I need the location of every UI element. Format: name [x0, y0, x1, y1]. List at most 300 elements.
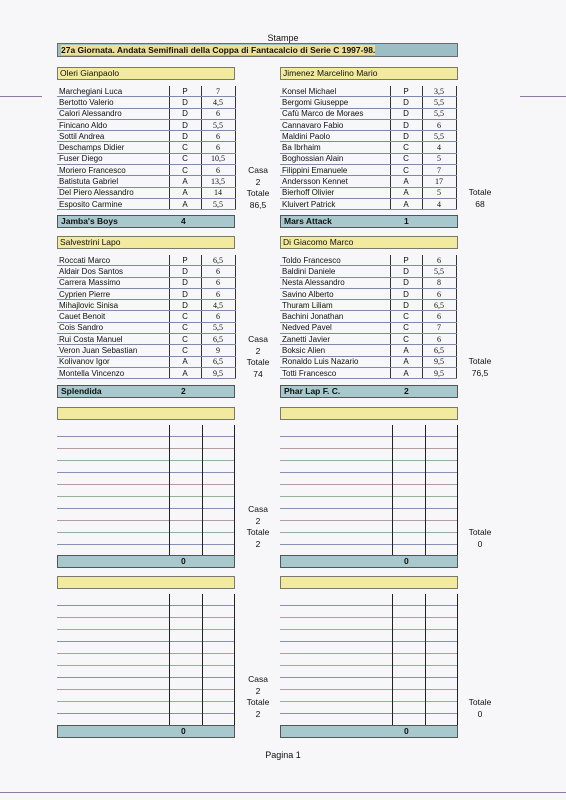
team-score: 2: [404, 386, 409, 396]
player-row: [57, 153, 235, 164]
player-vote: 7: [422, 165, 456, 176]
away-empty-lineup: [280, 594, 458, 726]
player-row: [57, 300, 235, 311]
empty-row: [280, 485, 458, 497]
team-name: Jamba's Boys: [61, 216, 118, 226]
totale-value: 76,5: [471, 367, 489, 378]
player-role: P: [169, 255, 201, 266]
team-name: Phar Lap F. C.: [284, 386, 341, 396]
player-name: Boghossian Alain: [280, 153, 390, 164]
casa-label: Casa: [248, 674, 268, 684]
player-role: P: [390, 255, 422, 266]
player-name: Konsel Michael: [280, 86, 390, 97]
player-row: [57, 367, 235, 378]
totale-label: Totale: [468, 527, 492, 537]
player-vote: 5,5: [201, 198, 235, 209]
empty-row: [280, 666, 458, 678]
casa-value: 2: [255, 685, 261, 696]
away-manager-label: [280, 576, 458, 589]
player-role: C: [169, 165, 201, 176]
player-role: C: [169, 142, 201, 153]
totale-label: Totale: [246, 697, 270, 707]
player-vote: 4,5: [201, 300, 235, 311]
empty-row: [57, 594, 235, 606]
player-name: Maldini Paolo: [280, 131, 390, 142]
round-banner: [57, 43, 458, 57]
player-name: Carrera Massimo: [57, 277, 169, 288]
player-row: [57, 334, 235, 345]
column-divider: [457, 594, 458, 726]
player-row: [57, 322, 235, 333]
player-vote: 9,5: [422, 356, 456, 367]
player-vote: 8: [422, 277, 456, 288]
player-name: Bierhoff Olivier: [280, 187, 390, 198]
page-header: Stampe: [267, 33, 299, 43]
player-row: [280, 187, 456, 198]
player-role: D: [169, 108, 201, 119]
player-vote: 5,5: [422, 131, 456, 142]
player-vote: 6: [201, 277, 235, 288]
away-team-bar: [280, 725, 458, 738]
player-role: D: [390, 277, 422, 288]
player-role: C: [169, 153, 201, 164]
column-divider: [425, 425, 426, 557]
player-row: [57, 277, 235, 288]
player-vote: 5,5: [201, 119, 235, 130]
away-total-block: [460, 187, 500, 210]
player-name: Savino Alberto: [280, 288, 390, 299]
home-bonus-block: [238, 674, 278, 720]
player-row: [57, 97, 235, 108]
home-lineup-table: [57, 86, 236, 210]
player-vote: 6: [201, 165, 235, 176]
player-row: [280, 86, 456, 97]
player-name: Ronaldo Luis Nazario: [280, 356, 390, 367]
player-row: [280, 367, 456, 378]
player-role: D: [390, 108, 422, 119]
player-role: C: [390, 334, 422, 345]
player-row: [57, 86, 235, 97]
empty-row: [57, 678, 235, 690]
casa-value: 2: [255, 515, 261, 526]
empty-row: [280, 642, 458, 654]
player-vote: 17: [422, 176, 456, 187]
player-name: Kolivanov Igor: [57, 356, 169, 367]
player-role: A: [390, 367, 422, 378]
column-divider: [202, 594, 203, 726]
player-vote: 14: [201, 187, 235, 198]
home-team-bar: [57, 215, 235, 228]
empty-row: [57, 509, 235, 521]
player-vote: 6,5: [422, 300, 456, 311]
player-vote: 6: [422, 119, 456, 130]
column-divider: [392, 425, 393, 557]
player-name: Del Piero Alessandro: [57, 187, 169, 198]
home-bonus-block: [238, 165, 278, 211]
home-manager-label: [57, 576, 235, 589]
player-vote: 6: [422, 334, 456, 345]
player-name: Cois Sandro: [57, 322, 169, 333]
empty-row: [57, 666, 235, 678]
player-role: D: [169, 288, 201, 299]
player-name: Fuser Diego: [57, 153, 169, 164]
player-role: D: [169, 119, 201, 130]
player-vote: 6: [201, 131, 235, 142]
player-name: Moriero Francesco: [57, 165, 169, 176]
empty-row: [280, 618, 458, 630]
empty-row: [280, 425, 458, 437]
player-vote: 13,5: [201, 176, 235, 187]
player-role: A: [169, 198, 201, 209]
player-role: C: [169, 311, 201, 322]
player-role: C: [390, 322, 422, 333]
empty-row: [280, 654, 458, 666]
player-row: [280, 288, 456, 299]
player-vote: 6: [422, 311, 456, 322]
player-name: Bergomi Giuseppe: [280, 97, 390, 108]
player-name: Filippini Emanuele: [280, 165, 390, 176]
empty-row: [57, 521, 235, 533]
player-vote: 5,5: [422, 266, 456, 277]
team-score: 0: [181, 726, 186, 736]
player-name: Andersson Kennet: [280, 176, 390, 187]
player-row: [280, 108, 456, 119]
totale-value: 0: [477, 708, 483, 719]
empty-row: [280, 521, 458, 533]
away-total-block: [460, 527, 500, 550]
totale-label: Totale: [468, 187, 492, 197]
player-row: [280, 165, 456, 176]
player-vote: 3,5: [422, 86, 456, 97]
player-vote: 9,5: [422, 367, 456, 378]
player-row: [280, 142, 456, 153]
player-name: Cannavaro Fabio: [280, 119, 390, 130]
empty-row: [280, 606, 458, 618]
player-name: Bachini Jonathan: [280, 311, 390, 322]
player-vote: 4: [422, 142, 456, 153]
player-role: A: [169, 356, 201, 367]
away-manager-label: Di Giacomo Marco: [280, 236, 458, 249]
player-row: [280, 266, 456, 277]
player-role: D: [169, 131, 201, 142]
player-vote: 5: [422, 153, 456, 164]
empty-row: [57, 425, 235, 437]
player-name: Cafù Marco de Moraes: [280, 108, 390, 119]
player-name: Mihajlovic Sinisa: [57, 300, 169, 311]
player-role: D: [390, 119, 422, 130]
totale-label: Totale: [468, 356, 492, 366]
player-role: A: [169, 187, 201, 198]
player-role: A: [390, 198, 422, 209]
empty-row: [57, 606, 235, 618]
team-score: 0: [404, 556, 409, 566]
player-name: Marchegiani Luca: [57, 86, 169, 97]
player-vote: 5,5: [422, 108, 456, 119]
empty-row: [280, 437, 458, 449]
totale-label: Totale: [246, 357, 270, 367]
player-row: [57, 288, 235, 299]
home-empty-lineup: [57, 594, 235, 726]
away-lineup-table: [280, 255, 457, 379]
casa-value: 2: [255, 176, 261, 187]
player-row: [57, 108, 235, 119]
player-name: Boksic Alien: [280, 345, 390, 356]
empty-row: [280, 497, 458, 509]
player-row: [280, 277, 456, 288]
player-role: P: [390, 86, 422, 97]
totale-value: 68: [475, 198, 485, 209]
player-row: [280, 356, 456, 367]
empty-row: [280, 678, 458, 690]
empty-row: [57, 533, 235, 545]
totale-label: Totale: [468, 697, 492, 707]
player-role: D: [390, 288, 422, 299]
player-row: [280, 198, 456, 209]
totale-value: 2: [255, 538, 261, 549]
player-row: [57, 165, 235, 176]
player-vote: 6,5: [422, 345, 456, 356]
player-vote: 5: [422, 187, 456, 198]
away-manager-label: [280, 407, 458, 420]
fold-mark: [0, 96, 42, 97]
player-row: [57, 266, 235, 277]
player-role: D: [390, 97, 422, 108]
home-team-bar: [57, 725, 235, 738]
player-name: Kluivert Patrick: [280, 198, 390, 209]
empty-row: [57, 473, 235, 485]
player-vote: 7: [422, 322, 456, 333]
player-vote: 6,5: [201, 334, 235, 345]
player-row: [280, 153, 456, 164]
player-row: [280, 322, 456, 333]
home-empty-lineup: [57, 425, 235, 557]
player-vote: 9,5: [201, 367, 235, 378]
empty-row: [57, 449, 235, 461]
player-name: Thuram Liliam: [280, 300, 390, 311]
player-role: D: [390, 300, 422, 311]
totale-value: 74: [253, 368, 263, 379]
totale-label: Totale: [246, 527, 270, 537]
player-row: [57, 255, 235, 266]
away-total-block: [460, 356, 500, 379]
empty-row: [280, 509, 458, 521]
empty-row: [57, 437, 235, 449]
empty-row: [280, 473, 458, 485]
empty-row: [57, 461, 235, 473]
totale-value: 2: [255, 708, 261, 719]
player-name: Rui Costa Manuel: [57, 334, 169, 345]
empty-row: [57, 618, 235, 630]
player-name: Ba Ibrhaim: [280, 142, 390, 153]
totale-value: 0: [477, 538, 483, 549]
player-row: [57, 356, 235, 367]
player-role: A: [390, 176, 422, 187]
player-vote: 6: [201, 288, 235, 299]
home-team-bar: [57, 385, 235, 398]
player-vote: 7: [201, 86, 235, 97]
player-role: C: [390, 165, 422, 176]
player-row: [280, 255, 456, 266]
column-divider: [169, 425, 170, 557]
player-row: [280, 131, 456, 142]
home-manager-label: Oleri Gianpaolo: [57, 67, 235, 80]
player-role: A: [390, 345, 422, 356]
player-role: A: [169, 367, 201, 378]
player-vote: 6: [422, 255, 456, 266]
player-name: Bertotto Valerio: [57, 97, 169, 108]
column-divider: [425, 594, 426, 726]
player-name: Cauet Benoit: [57, 311, 169, 322]
player-role: C: [390, 153, 422, 164]
player-role: A: [390, 187, 422, 198]
player-vote: 6: [201, 108, 235, 119]
column-divider: [457, 425, 458, 557]
player-vote: 10,5: [201, 153, 235, 164]
home-manager-label: Salvestrini Lapo: [57, 236, 235, 249]
empty-row: [280, 690, 458, 702]
player-row: [280, 176, 456, 187]
player-role: C: [390, 142, 422, 153]
team-score: 0: [404, 726, 409, 736]
player-name: Deschamps Didier: [57, 142, 169, 153]
away-lineup-table: [280, 86, 457, 210]
away-team-bar: [280, 385, 458, 398]
player-name: Cyprien Pierre: [57, 288, 169, 299]
away-empty-lineup: [280, 425, 458, 557]
empty-row: [280, 449, 458, 461]
player-vote: 5,5: [201, 322, 235, 333]
player-row: [280, 345, 456, 356]
casa-label: Casa: [248, 334, 268, 344]
team-score: 0: [181, 556, 186, 566]
player-role: C: [169, 334, 201, 345]
away-team-bar: [280, 215, 458, 228]
fold-mark: [0, 792, 566, 793]
player-row: [57, 119, 235, 130]
empty-row: [57, 485, 235, 497]
empty-row: [57, 654, 235, 666]
player-role: C: [169, 345, 201, 356]
round-banner-text: 27a Giornata. Andata Semifinali della Coppa di Fantacalcio di Serie C 1997-98.: [61, 45, 376, 55]
empty-row: [57, 497, 235, 509]
column-divider: [392, 594, 393, 726]
player-vote: 6,5: [201, 255, 235, 266]
player-name: Esposito Carmine: [57, 198, 169, 209]
player-role: D: [390, 131, 422, 142]
player-name: Calori Alessandro: [57, 108, 169, 119]
column-divider: [234, 594, 235, 726]
player-row: [280, 311, 456, 322]
player-role: C: [169, 322, 201, 333]
empty-row: [57, 690, 235, 702]
fold-mark: [520, 96, 566, 97]
column-divider: [234, 425, 235, 557]
player-name: Nedved Pavel: [280, 322, 390, 333]
player-role: D: [169, 266, 201, 277]
player-name: Montella Vincenzo: [57, 367, 169, 378]
player-name: Sottil Andrea: [57, 131, 169, 142]
player-vote: 6: [201, 266, 235, 277]
home-bonus-block: [238, 504, 278, 550]
away-total-block: [460, 697, 500, 720]
team-name: Splendida: [61, 386, 102, 396]
player-name: Roccati Marco: [57, 255, 169, 266]
player-vote: 6: [201, 142, 235, 153]
home-team-bar: [57, 555, 235, 568]
empty-row: [57, 642, 235, 654]
empty-row: [280, 630, 458, 642]
player-row: [57, 176, 235, 187]
player-vote: 5,5: [422, 97, 456, 108]
player-role: P: [169, 86, 201, 97]
player-row: [57, 198, 235, 209]
player-row: [280, 97, 456, 108]
player-vote: 9: [201, 345, 235, 356]
player-name: Veron Juan Sebastian: [57, 345, 169, 356]
player-vote: 4,5: [201, 97, 235, 108]
player-role: D: [390, 266, 422, 277]
column-divider: [202, 425, 203, 557]
player-role: D: [169, 97, 201, 108]
column-divider: [169, 594, 170, 726]
player-role: A: [390, 356, 422, 367]
player-row: [57, 142, 235, 153]
player-name: Baldini Daniele: [280, 266, 390, 277]
away-manager-label: Jimenez Marcelino Mario: [280, 67, 458, 80]
player-row: [280, 300, 456, 311]
player-name: Zanetti Javier: [280, 334, 390, 345]
page-footer: Pagina 1: [265, 750, 301, 760]
player-vote: 4: [422, 198, 456, 209]
player-row: [57, 187, 235, 198]
team-score: 1: [404, 216, 409, 226]
casa-value: 2: [255, 345, 261, 356]
casa-label: Casa: [248, 165, 268, 175]
team-name: Mars Attack: [284, 216, 332, 226]
player-vote: 6: [422, 288, 456, 299]
player-row: [57, 311, 235, 322]
team-score: 4: [181, 216, 186, 226]
casa-label: Casa: [248, 504, 268, 514]
player-name: Nesta Alessandro: [280, 277, 390, 288]
empty-row: [280, 702, 458, 714]
player-vote: 6,5: [201, 356, 235, 367]
player-vote: 6: [201, 311, 235, 322]
player-row: [280, 119, 456, 130]
empty-row: [280, 594, 458, 606]
player-name: Batistuta Gabriel: [57, 176, 169, 187]
totale-value: 86,5: [249, 199, 267, 210]
empty-row: [57, 630, 235, 642]
team-score: 2: [181, 386, 186, 396]
home-manager-label: [57, 407, 235, 420]
player-role: A: [169, 176, 201, 187]
player-role: D: [169, 277, 201, 288]
player-row: [57, 345, 235, 356]
empty-row: [57, 702, 235, 714]
player-row: [280, 334, 456, 345]
totale-label: Totale: [246, 188, 270, 198]
player-name: Toldo Francesco: [280, 255, 390, 266]
home-bonus-block: [238, 334, 278, 380]
empty-row: [280, 461, 458, 473]
empty-row: [280, 533, 458, 545]
home-lineup-table: [57, 255, 236, 379]
player-name: Aldair Dos Santos: [57, 266, 169, 277]
away-team-bar: [280, 555, 458, 568]
player-role: C: [390, 311, 422, 322]
player-row: [57, 131, 235, 142]
